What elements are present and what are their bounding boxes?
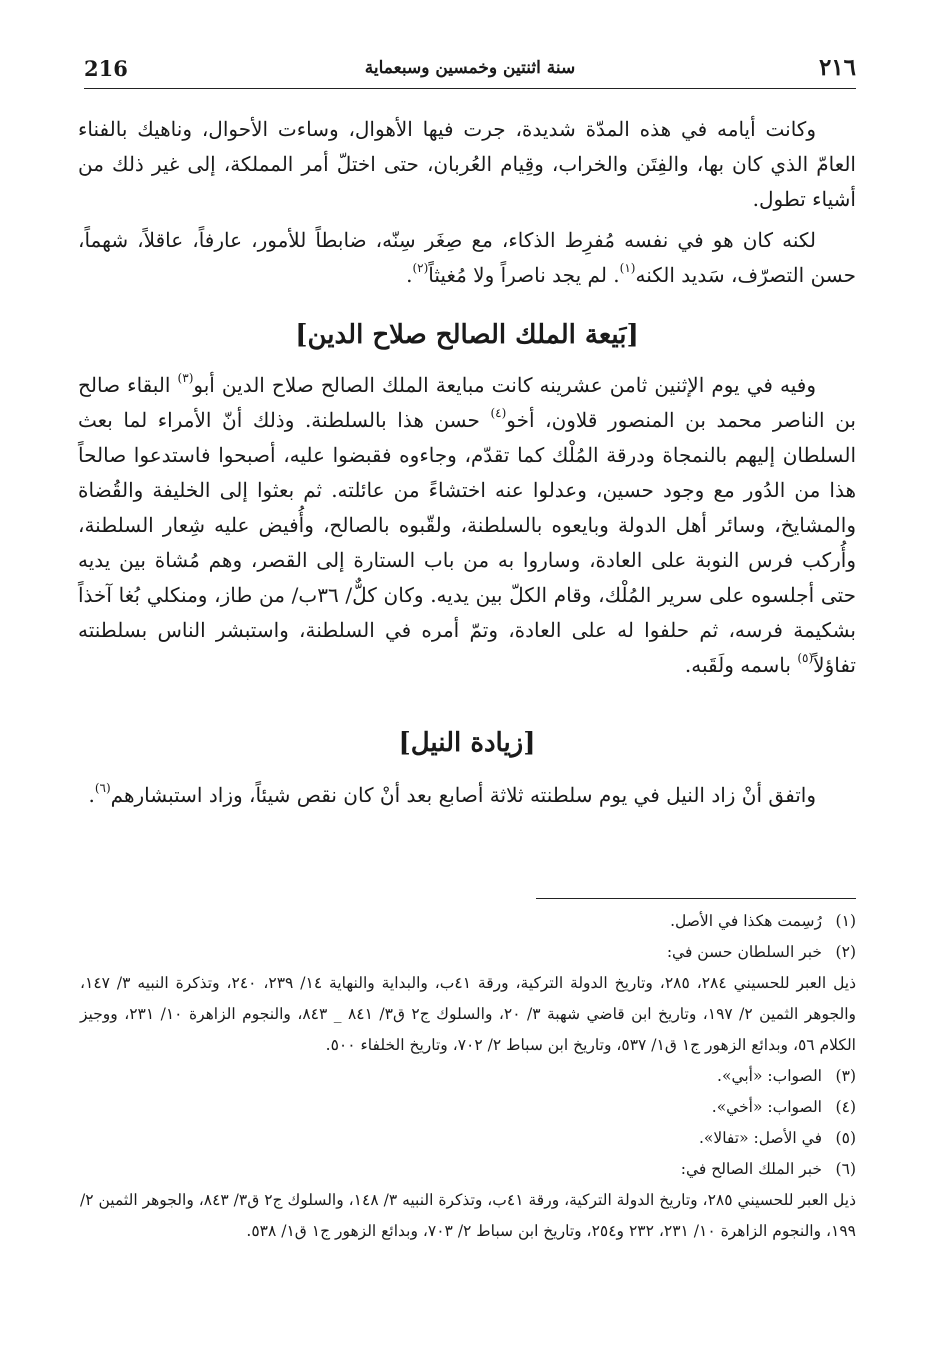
footnote-2-sources: ذيل العبر للحسيني ٢٨٤، ٢٨٥، وتاريخ الدولة التركية، ورقة ٤١ب، والبداية والنهاية ١٤/ ٢٣٩، ٢٤٠، وتذكرة النبيه ٣/ ١٤٧، والجوهر الثمين ٢/ ١٩٧، وتاريخ ابن قاضي شهبة ٣/ ٢٠، والسلوك ج٢ ق٣/ ٨٤١ _ ٨٤٣، والنجوم الزاهرة ١٠/ ٢٣١، ووجيز الكلام ٥٦، وبدائع الزهور ج١ ق١/ ٥٣٧، وتاريخ ابن سباط ٢/ ٧٠٢، وتاريخ الخلفاء ٥٠٠.: [80, 974, 857, 1054]
footnote-4: [80, 1092, 856, 1123]
heading-nile-rise: [زيادة النيل]: [398, 728, 536, 758]
footnote-ref-3[interactable]: (٣): [177, 371, 194, 386]
footnote-text: الصواب: «أخي».: [711, 1098, 822, 1116]
footnote-ref-4[interactable]: (٤): [490, 406, 507, 421]
footnote-text: خبر السلطان حسن في:: [666, 943, 822, 961]
footnote-number: (٥): [835, 1129, 856, 1147]
paragraph-3: [78, 368, 856, 683]
page-number-latin: 216: [84, 56, 128, 81]
footnote-1: [80, 906, 856, 937]
paragraph-4-text-a: واتفق أنْ زاد النيل في يوم سلطنته ثلاثة أصابع بعد أنْ كان نقص شيئاً، وزاد استبشارهم: [110, 783, 816, 807]
paragraph-2: [78, 223, 856, 293]
paragraph-3-text-d: باسمه ولَقَبه.: [684, 653, 798, 677]
footnote-2: [80, 937, 856, 968]
footnote-ref-1[interactable]: (١): [619, 261, 636, 276]
running-header: [84, 52, 856, 89]
footnote-ref-2[interactable]: (٢): [412, 261, 429, 276]
footnote-text: الصواب: «أبي».: [717, 1067, 822, 1085]
footnote-5: [80, 1123, 856, 1154]
paragraph-2-text-a: لكنه كان هو في نفسه مُفرِط الذكاء، مع صِغَر سِنّه، ضابطاً للأمور، عارفاً، عاقلاً، شهماً، حسن التصرّف، سَديد الكنه: [78, 228, 856, 287]
footnote-text: في الأصل: «تفالا».: [698, 1129, 822, 1147]
running-title: سنة اثنتين وخمسين وسبعماية: [364, 58, 576, 78]
footnote-number: (٤): [835, 1098, 856, 1116]
footnote-ref-5[interactable]: (٥): [797, 651, 814, 666]
nile-section: [78, 778, 856, 813]
footnotes: [80, 906, 856, 1247]
bayah-section: [78, 368, 856, 683]
paragraph-4: [78, 778, 856, 813]
footnote-3: [80, 1061, 856, 1092]
paragraph-2-text-c: .: [406, 263, 413, 287]
footnote-text: خبر الملك الصالح في:: [680, 1160, 822, 1178]
paragraph-4-text-b: .: [88, 783, 95, 807]
footnote-text: رُسِمت هكذا في الأصل.: [670, 912, 822, 930]
paragraph-3-text-c: حسن هذا بالسلطنة. وذلك أنّ الأمراء لما بعث السلطان إليهم بالنمجاة ودرقة المُلْك كما تقدّم، وجاءوه فقبضوا عليه، أصبحوا فاستدعوا صالحاً هذا من الدُور مع وجود حسين، وعدلوا عنه اختشاءً من عائلته. ثم بعثوا إلى الخليفة والقُضاة والمشايخ، وسائر أهل الدولة وبايعوه بالسلطنة، ولقّبوه بالصالح، وأُفيض عليه شِعار السلطنة، وأُركب فرس النوبة على العادة، وساروا به من باب الستارة إلى القصر، وهم مُشاة بين يديه حتى أجلسوه على سرير المُلْك، وقام الكلّ بين يديه. وكان كلٌّ/ ٣٦ب/ من طاز، ومنكلي بُغا آخذاً بشكيمة فرسه، ثم حلفوا له على العادة، وتمّ أمره في السلطنة، واستبشر الناس بسلطنته تفاؤلاً: [78, 408, 856, 677]
footnote-ref-6[interactable]: (٦): [94, 781, 111, 796]
paragraph-3-text-a: وفيه في يوم الإثنين ثامن عشرينه كانت مبايعة الملك الصالح صلاح الدين أبو: [193, 373, 816, 397]
page-number-arabic: ٢١٦: [818, 54, 856, 81]
opening-paragraphs: [78, 112, 856, 293]
footnote-number: (٣): [835, 1067, 856, 1085]
footnote-number: (٦): [835, 1160, 856, 1178]
footnote-number: (٢): [835, 943, 856, 961]
footnote-6: [80, 1154, 856, 1185]
footnote-6-sources: ذيل العبر للحسيني ٢٨٥، وتاريخ الدولة التركية، ورقة ٤١ب، وتذكرة النبيه ٣/ ١٤٨، والسلوك ج٢ ق٣/ ٨٤٣، والجوهر الثمين ٢/ ١٩٩، والنجوم الزاهرة ١٠/ ٢٣١، ٢٣٢ و٢٥٤، وتاريخ ابن سباط ٢/ ٧٠٣، وبدائع الزهور ج١ ق١/ ٥٣٨.: [80, 1191, 856, 1240]
paragraph-3-text-b: البقاء صالح بن الناصر محمد بن المنصور قلاون، أخو: [78, 373, 856, 432]
heading-salih-bayah: [بَيعة الملك الصالح صلاح الدين]: [295, 320, 639, 350]
paragraph-1: وكانت أيامه في هذه المدّة شديدة، جرت فيها الأهوال، وساءت الأحوال، وناهيك بالفناء العامّ الذي كان بها، والفِتَن والخراب، وقِيام العُربان، حتى اختلّ أمر المملكة، إلى غير ذلك من أشياء تطول.: [78, 117, 856, 211]
footnote-number: (١): [835, 912, 856, 930]
footnote-separator: [536, 898, 856, 899]
paragraph-2-text-b: . لم يجد ناصراً ولا مُغيثاً: [428, 263, 620, 287]
